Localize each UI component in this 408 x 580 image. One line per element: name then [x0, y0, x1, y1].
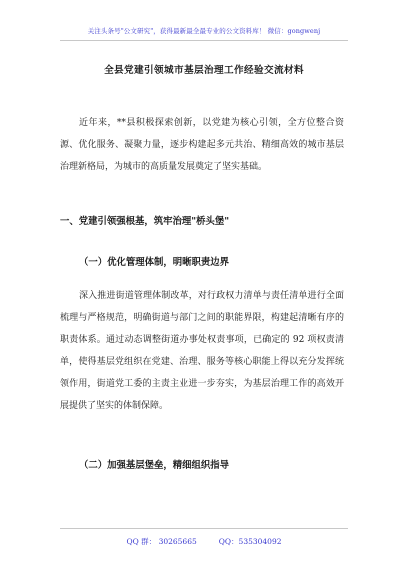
subsection-heading-1: （一）优化管理体制，明晰职责边界 — [79, 257, 230, 268]
document-title: 全县党建引领城市基层治理工作经验交流材料 — [104, 65, 304, 76]
subsection-1-paragraph: 深入推进街道管理体制改革，对行政权力清单与责任清单进行全面梳理与严格规范，明确街道与部门之间的职能界限，构建起清晰有序的职责体系。通过动态调整街道办事处权责事项，已确定的 92 项权责清单，使得基层党组织在党建、治理、服务等核心职能上得以充分发挥统领作用，街道党工委的主责主业进一步夯实，为基层治理工作的高效开展提供了坚实的体制保障。 — [60, 291, 344, 411]
header-banner: 关注头条号"公文研究"，获得最新最全最专业的公文资料库！ 微信：gongwenj — [87, 27, 321, 35]
section-heading-1: 一、党建引领强根基，筑牢治理"桥头堡" — [60, 216, 230, 227]
footer — [0, 536, 408, 547]
intro-paragraph: 近年来，**县积极探索创新，以党建为核心引领，全方位整合资源、优化服务、凝聚力量，逐步构建起多元共治、精细高效的城市基层治理新格局，为城市的高质量发展奠定了坚实基础。 — [60, 118, 344, 172]
header-divider — [60, 40, 348, 41]
footer-qq-group: QQ 群： 30265665 — [126, 537, 197, 546]
footer-divider — [60, 528, 348, 529]
subsection-heading-2: （二）加强基层堡垒，精细组织指导 — [79, 460, 230, 471]
footer-qq-number: QQ：535304092 — [218, 537, 282, 546]
